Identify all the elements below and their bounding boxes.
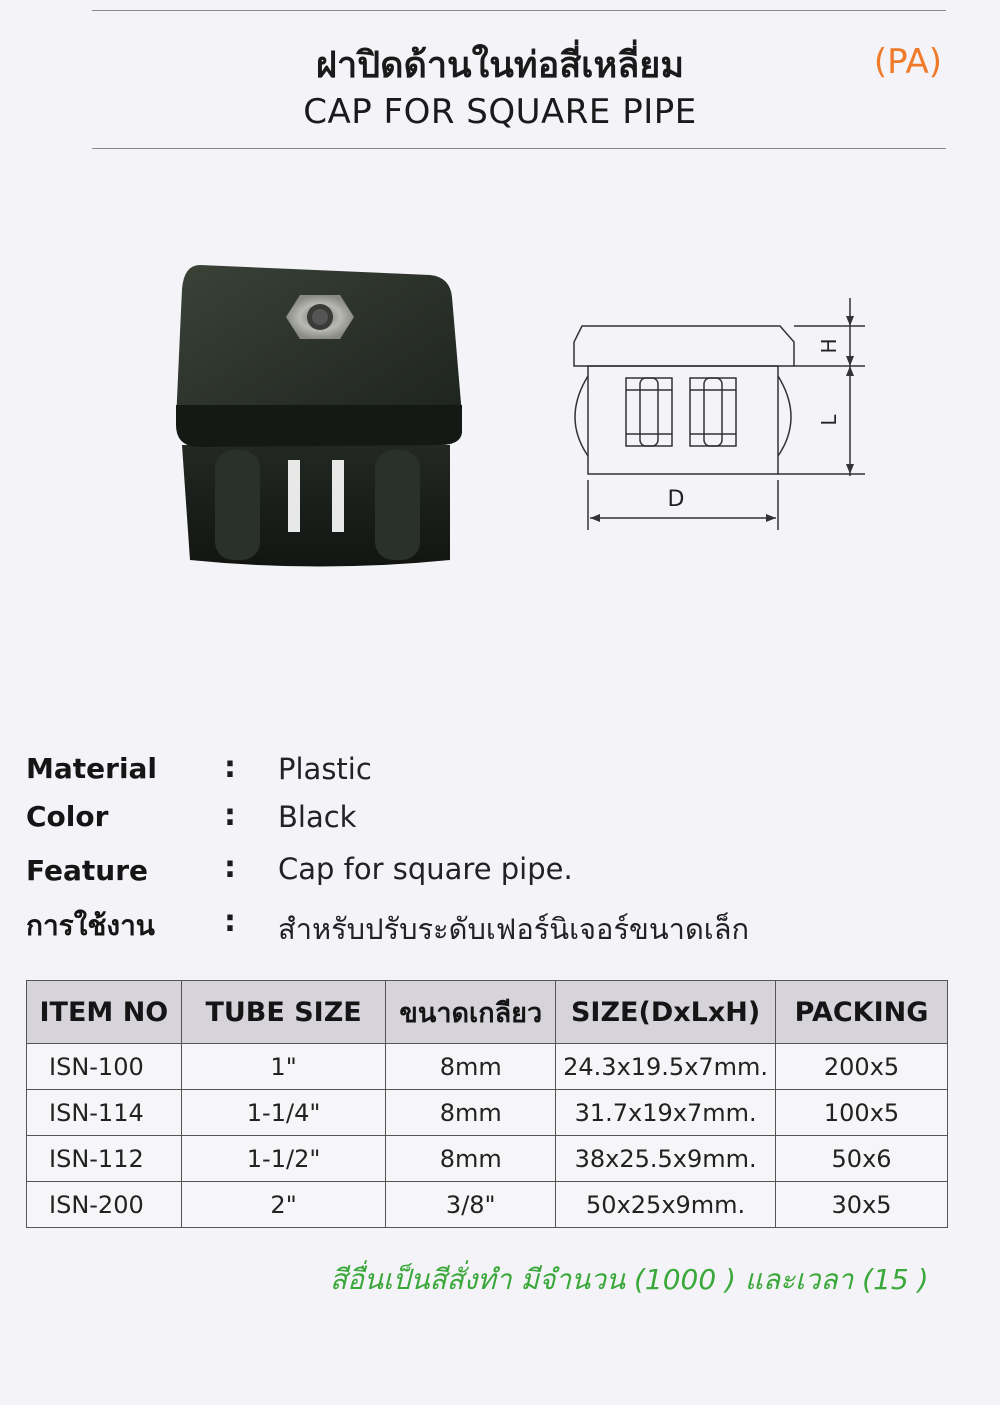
table-row — [27, 1090, 948, 1136]
spec-label-usage: การใช้งาน — [26, 909, 155, 942]
table-header-row — [27, 981, 948, 1044]
cell-size: 38x25.5x9mm. — [556, 1136, 776, 1182]
spec-colon: : — [224, 850, 236, 885]
header-divider — [92, 148, 946, 149]
spec-colon: : — [224, 750, 236, 785]
title-english: CAP FOR SQUARE PIPE — [303, 92, 697, 132]
column-header-item-no: ITEM NO — [27, 981, 182, 1044]
dimension-label-d: D — [667, 487, 685, 512]
table-row — [27, 1044, 948, 1090]
cell-tube-size: 2" — [181, 1182, 386, 1228]
spec-label-material: Material — [26, 752, 158, 785]
cell-packing: 30x5 — [776, 1182, 948, 1228]
product-photo — [160, 255, 480, 575]
spec-value-color: Black — [278, 800, 357, 834]
grade-badge: (PA) — [873, 42, 942, 82]
cell-packing: 100x5 — [776, 1090, 948, 1136]
cell-thread-size: 3/8" — [386, 1182, 556, 1228]
cell-item-no: ISN-100 — [27, 1044, 182, 1090]
cell-thread-size: 8mm — [386, 1044, 556, 1090]
cell-tube-size: 1-1/4" — [181, 1090, 386, 1136]
cell-thread-size: 8mm — [386, 1090, 556, 1136]
column-header-tube-size: TUBE SIZE — [181, 981, 386, 1044]
cell-tube-size: 1-1/2" — [181, 1136, 386, 1182]
spec-value-material: Plastic — [278, 752, 372, 786]
spec-value-usage: สำหรับปรับระดับเฟอร์นิเจอร์ขนาดเล็ก — [278, 912, 750, 946]
cell-packing: 200x5 — [776, 1044, 948, 1090]
spec-colon: : — [224, 798, 236, 833]
column-header-thread-size: ขนาดเกลียว — [386, 981, 556, 1044]
dimension-label-l: L — [817, 414, 841, 426]
cell-item-no: ISN-200 — [27, 1182, 182, 1228]
column-header-packing: PACKING — [776, 981, 948, 1044]
dimension-diagram — [560, 290, 880, 540]
custom-order-note: สีอื่นเป็นสีสั่งทำ มีจำนวน (1000 ) และเวลา (15 ) — [330, 1263, 929, 1296]
cell-item-no: ISN-114 — [27, 1090, 182, 1136]
dimension-label-h: H — [817, 338, 841, 354]
top-divider — [92, 10, 946, 11]
spec-value-feature: Cap for square pipe. — [278, 852, 573, 886]
product-table — [26, 980, 948, 1228]
cell-tube-size: 1" — [181, 1044, 386, 1090]
cell-size: 24.3x19.5x7mm. — [556, 1044, 776, 1090]
spec-label-feature: Feature — [26, 854, 148, 887]
table-row — [27, 1136, 948, 1182]
cell-size: 31.7x19x7mm. — [556, 1090, 776, 1136]
spec-label-color: Color — [26, 800, 109, 833]
column-header-size: SIZE(DxLxH) — [556, 981, 776, 1044]
spec-colon: : — [224, 904, 236, 939]
cell-item-no: ISN-112 — [27, 1136, 182, 1182]
cell-size: 50x25x9mm. — [556, 1182, 776, 1228]
title-thai: ฝาปิดด้านในท่อสี่เหลี่ยม — [315, 45, 685, 86]
table-row — [27, 1182, 948, 1228]
cell-thread-size: 8mm — [386, 1136, 556, 1182]
cell-packing: 50x6 — [776, 1136, 948, 1182]
